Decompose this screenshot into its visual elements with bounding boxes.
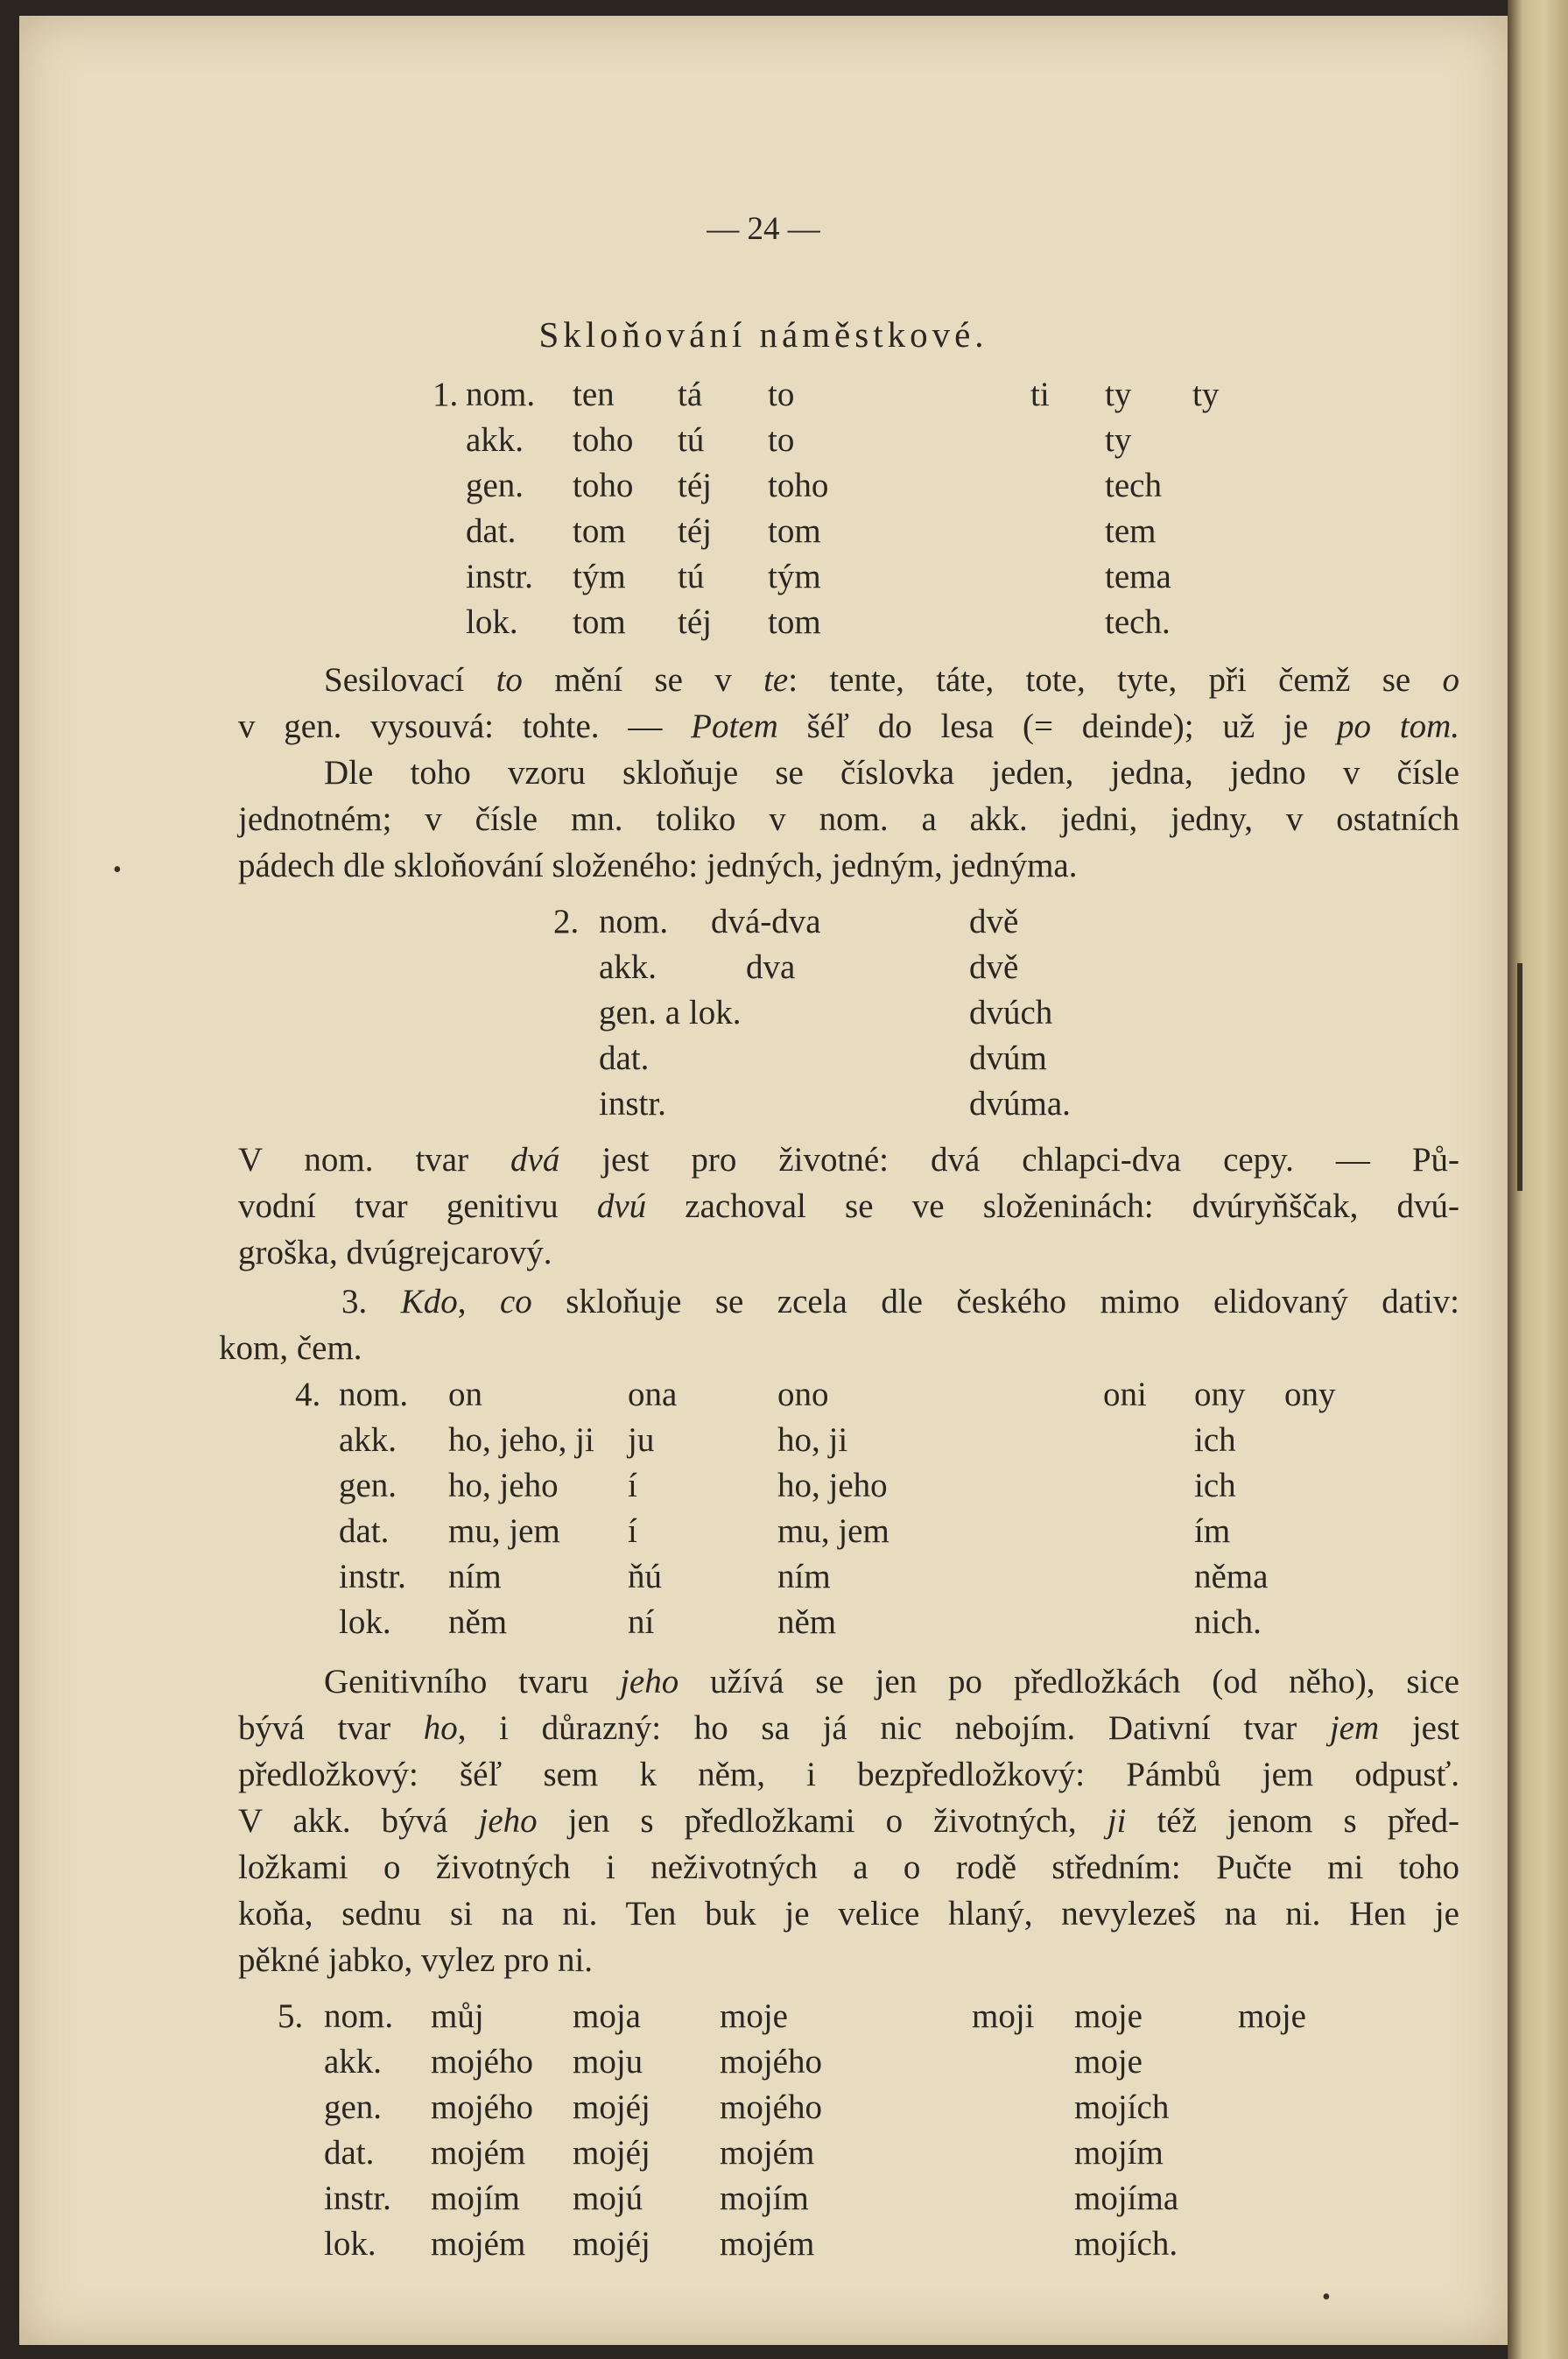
fem-form: mojú bbox=[573, 2179, 643, 2217]
plural-fem-form: ony bbox=[1194, 1376, 1246, 1413]
case-label: lok. bbox=[324, 2225, 376, 2263]
case-label: akk. bbox=[466, 421, 524, 459]
text-line: Dle toho vzoru skloňuje se číslovka jeden, jedna, jedno v čísle bbox=[324, 754, 1459, 792]
masc-form: tom bbox=[573, 512, 626, 550]
masc-form: mu, jem bbox=[448, 1512, 560, 1550]
case-label: nom. bbox=[466, 376, 536, 413]
case-label: akk. bbox=[599, 948, 657, 986]
masc-form: mojém bbox=[431, 2225, 526, 2263]
masc-form: toho bbox=[573, 421, 634, 459]
masc-form: tom bbox=[573, 603, 626, 641]
fem-form: ona bbox=[628, 1376, 678, 1413]
paragraph-sesilovaci bbox=[238, 657, 1459, 750]
text-line: bývá tvar ho, i důrazný: ho sa já nic nebojím. Dativní tvar jem jest bbox=[238, 1709, 1459, 1747]
plural-masc-form: ti bbox=[1030, 376, 1050, 413]
case-label: gen. bbox=[339, 1467, 397, 1504]
case-label: nom. bbox=[339, 1376, 409, 1413]
text-line: Sesilovací to mění se v te: tente, táte, tote, tyte, při čemž se o bbox=[324, 661, 1459, 699]
fem-form: téj bbox=[678, 603, 712, 641]
case-label: instr. bbox=[324, 2179, 391, 2217]
masc-form: mojém bbox=[431, 2134, 526, 2172]
neut-form: tom bbox=[768, 512, 821, 550]
plural-form: ich bbox=[1194, 1467, 1236, 1504]
neut-form: ho, ji bbox=[777, 1421, 848, 1459]
case-label: instr. bbox=[339, 1558, 406, 1595]
text-line: pádech dle skloňování složeného: jedných, jedným, jednýma. bbox=[238, 847, 1078, 884]
text-line: V akk. bývá jeho jen s předložkami o životných, ji též jenom s před- bbox=[238, 1802, 1459, 1840]
fem-form: ní bbox=[628, 1603, 655, 1641]
masc-form: toho bbox=[573, 467, 634, 504]
case-label: akk. bbox=[324, 2043, 383, 2081]
plural-form: tech bbox=[1105, 467, 1162, 504]
neut-form: mojého bbox=[720, 2043, 822, 2081]
masc-form: on bbox=[448, 1376, 482, 1413]
plural-neut-form: moje bbox=[1238, 1997, 1306, 2035]
plural-form: ím bbox=[1194, 1512, 1231, 1550]
fem-form: moja bbox=[573, 1997, 641, 2035]
paragraph-kdo-co bbox=[219, 1278, 1460, 1371]
neut-form: ono bbox=[777, 1376, 829, 1413]
text-line: v gen. vysouvá: tohte. — Potem šéľ do lesa (= deinde); už je po tom. bbox=[238, 708, 1459, 745]
plural-masc-form: moji bbox=[972, 1997, 1035, 2035]
text-line: koňa, sednu si na ni. Ten buk je velice hlaný, nevylezeš na ni. Hen je bbox=[238, 1895, 1459, 1933]
text-line: vodní tvar genitivu dvú zachoval se ve složeninách: dvúryňščak, dvú- bbox=[238, 1187, 1459, 1225]
plural-neut-form: ty bbox=[1192, 376, 1220, 413]
neut-form: to bbox=[768, 421, 795, 459]
plural-form: ich bbox=[1194, 1421, 1236, 1459]
text-line: předložkový: šéľ sem k něm, i bezpředložkový: Pámbů jem odpusť. bbox=[238, 1756, 1459, 1793]
plural-form: mojím bbox=[1074, 2134, 1164, 2172]
case-label: akk. bbox=[339, 1421, 397, 1459]
fem-form: dvě bbox=[969, 948, 1019, 986]
case-label: instr. bbox=[599, 1085, 666, 1123]
case-label: gen. bbox=[466, 467, 524, 504]
case-label: dat. bbox=[466, 512, 517, 550]
neut-form: mojého bbox=[720, 2088, 822, 2126]
plural-form: nich. bbox=[1194, 1603, 1262, 1641]
margin-dot: • bbox=[113, 856, 122, 884]
neut-form: mojém bbox=[720, 2225, 815, 2263]
plural-masc-form: oni bbox=[1103, 1376, 1147, 1413]
plural-form: něma bbox=[1194, 1558, 1269, 1595]
neut-form: ním bbox=[777, 1558, 831, 1595]
masc-form: můj bbox=[431, 1997, 484, 2035]
fem-form: tú bbox=[678, 421, 705, 459]
text-line: jednotném; v čísle mn. toliko v nom. a akk. jedni, jedny, v ostatních bbox=[238, 800, 1459, 838]
neut-form: ho, jeho bbox=[777, 1467, 888, 1504]
case-label: dat. bbox=[324, 2134, 375, 2172]
fem-form: dvě bbox=[969, 903, 1019, 940]
text-line: groška, dvúgrejcarový. bbox=[238, 1234, 552, 1271]
neut-form: něm bbox=[777, 1603, 837, 1641]
neut-form: mojím bbox=[720, 2179, 809, 2217]
plural-fem-form: ty bbox=[1105, 376, 1132, 413]
masc-form: ho, jeho bbox=[448, 1467, 559, 1504]
text-line: ložkami o životných i neživotných a o rodě středním: Pučte mi toho bbox=[238, 1848, 1459, 1886]
case-label: dat. bbox=[599, 1039, 650, 1077]
section-heading: Skloňování náměstkové. bbox=[538, 314, 988, 355]
table-number: 1. bbox=[432, 376, 459, 413]
masc-form: dva bbox=[746, 948, 796, 986]
neut-form: toho bbox=[768, 467, 829, 504]
margin-dot: • bbox=[1322, 2284, 1331, 2311]
plural-form: moje bbox=[1074, 2043, 1143, 2081]
plural-form: mojích bbox=[1074, 2088, 1170, 2126]
case-label: gen. a lok. bbox=[599, 994, 742, 1032]
case-label: nom. bbox=[324, 1997, 394, 2035]
masc-form: mojého bbox=[431, 2088, 533, 2126]
spine-shadow bbox=[1517, 963, 1522, 1191]
neut-form: moje bbox=[720, 1997, 788, 2035]
fem-form: mojéj bbox=[573, 2134, 650, 2172]
fem-form: mojéj bbox=[573, 2225, 650, 2263]
neut-form: mojém bbox=[720, 2134, 815, 2172]
fem-form: téj bbox=[678, 467, 712, 504]
case-label: lok. bbox=[339, 1603, 391, 1641]
masc-form: mojého bbox=[431, 2043, 533, 2081]
fem-form: tá bbox=[678, 376, 703, 413]
case-label: nom. bbox=[599, 903, 669, 940]
masc-form: ten bbox=[573, 376, 615, 413]
neut-form: tom bbox=[768, 603, 821, 641]
case-label: instr. bbox=[466, 558, 533, 595]
case-label: gen. bbox=[324, 2088, 383, 2126]
neut-form: mu, jem bbox=[777, 1512, 889, 1550]
text-line: pěkné jabko, vylez pro ni. bbox=[238, 1941, 594, 1979]
fem-form: í bbox=[628, 1467, 637, 1504]
masc-form: tým bbox=[573, 558, 626, 595]
plural-form: mojíma bbox=[1074, 2179, 1179, 2217]
table-number: 2. bbox=[553, 903, 580, 940]
paragraph-dva bbox=[238, 1137, 1459, 1276]
table-number: 5. bbox=[278, 1997, 304, 2035]
text-line: kom, čem. bbox=[219, 1329, 362, 1367]
neut-form: to bbox=[768, 376, 795, 413]
fem-form: téj bbox=[678, 512, 712, 550]
fem-form: mojéj bbox=[573, 2088, 650, 2126]
text-line: V nom. tvar dvá jest pro životné: dvá chlapci-dva cepy. — Pů- bbox=[238, 1141, 1459, 1179]
plural-form: mojích. bbox=[1074, 2225, 1178, 2263]
masc-form: ním bbox=[448, 1558, 502, 1595]
fem-form: í bbox=[628, 1512, 637, 1550]
paragraph-cislovka bbox=[238, 750, 1459, 889]
text-line: Genitivního tvaru jeho užívá se jen po předložkách (od něho), sice bbox=[324, 1663, 1459, 1701]
plural-form: tem bbox=[1105, 512, 1157, 550]
text-line: 3. Kdo, co skloňuje se zcela dle českého mimo elidovaný dativ: bbox=[341, 1283, 1460, 1320]
table-number: 4. bbox=[295, 1376, 321, 1413]
plural-neut-form: ony bbox=[1284, 1376, 1336, 1413]
fem-form: dvúm bbox=[969, 1039, 1047, 1077]
fem-form: tú bbox=[678, 558, 705, 595]
masc-form: dvá-dva bbox=[711, 903, 821, 940]
page-number: — 24 — bbox=[707, 211, 820, 247]
plural-form: tema bbox=[1105, 558, 1171, 595]
plural-fem-form: moje bbox=[1074, 1997, 1143, 2035]
fem-form: dvúch bbox=[969, 994, 1053, 1032]
plural-form: ty bbox=[1105, 421, 1132, 459]
plural-form: tech. bbox=[1105, 603, 1171, 641]
fem-form: ju bbox=[628, 1421, 655, 1459]
fem-form: moju bbox=[573, 2043, 643, 2081]
case-label: lok. bbox=[466, 603, 518, 641]
scanned-page bbox=[19, 16, 1508, 2345]
paragraph-genitivni-tvar bbox=[238, 1658, 1459, 1983]
fem-form: dvúma. bbox=[969, 1085, 1071, 1123]
neut-form: tým bbox=[768, 558, 821, 595]
masc-form: ho, jeho, ji bbox=[448, 1421, 594, 1459]
masc-form: mojím bbox=[431, 2179, 520, 2217]
fem-form: ňú bbox=[628, 1558, 662, 1595]
case-label: dat. bbox=[339, 1512, 390, 1550]
masc-form: něm bbox=[448, 1603, 508, 1641]
